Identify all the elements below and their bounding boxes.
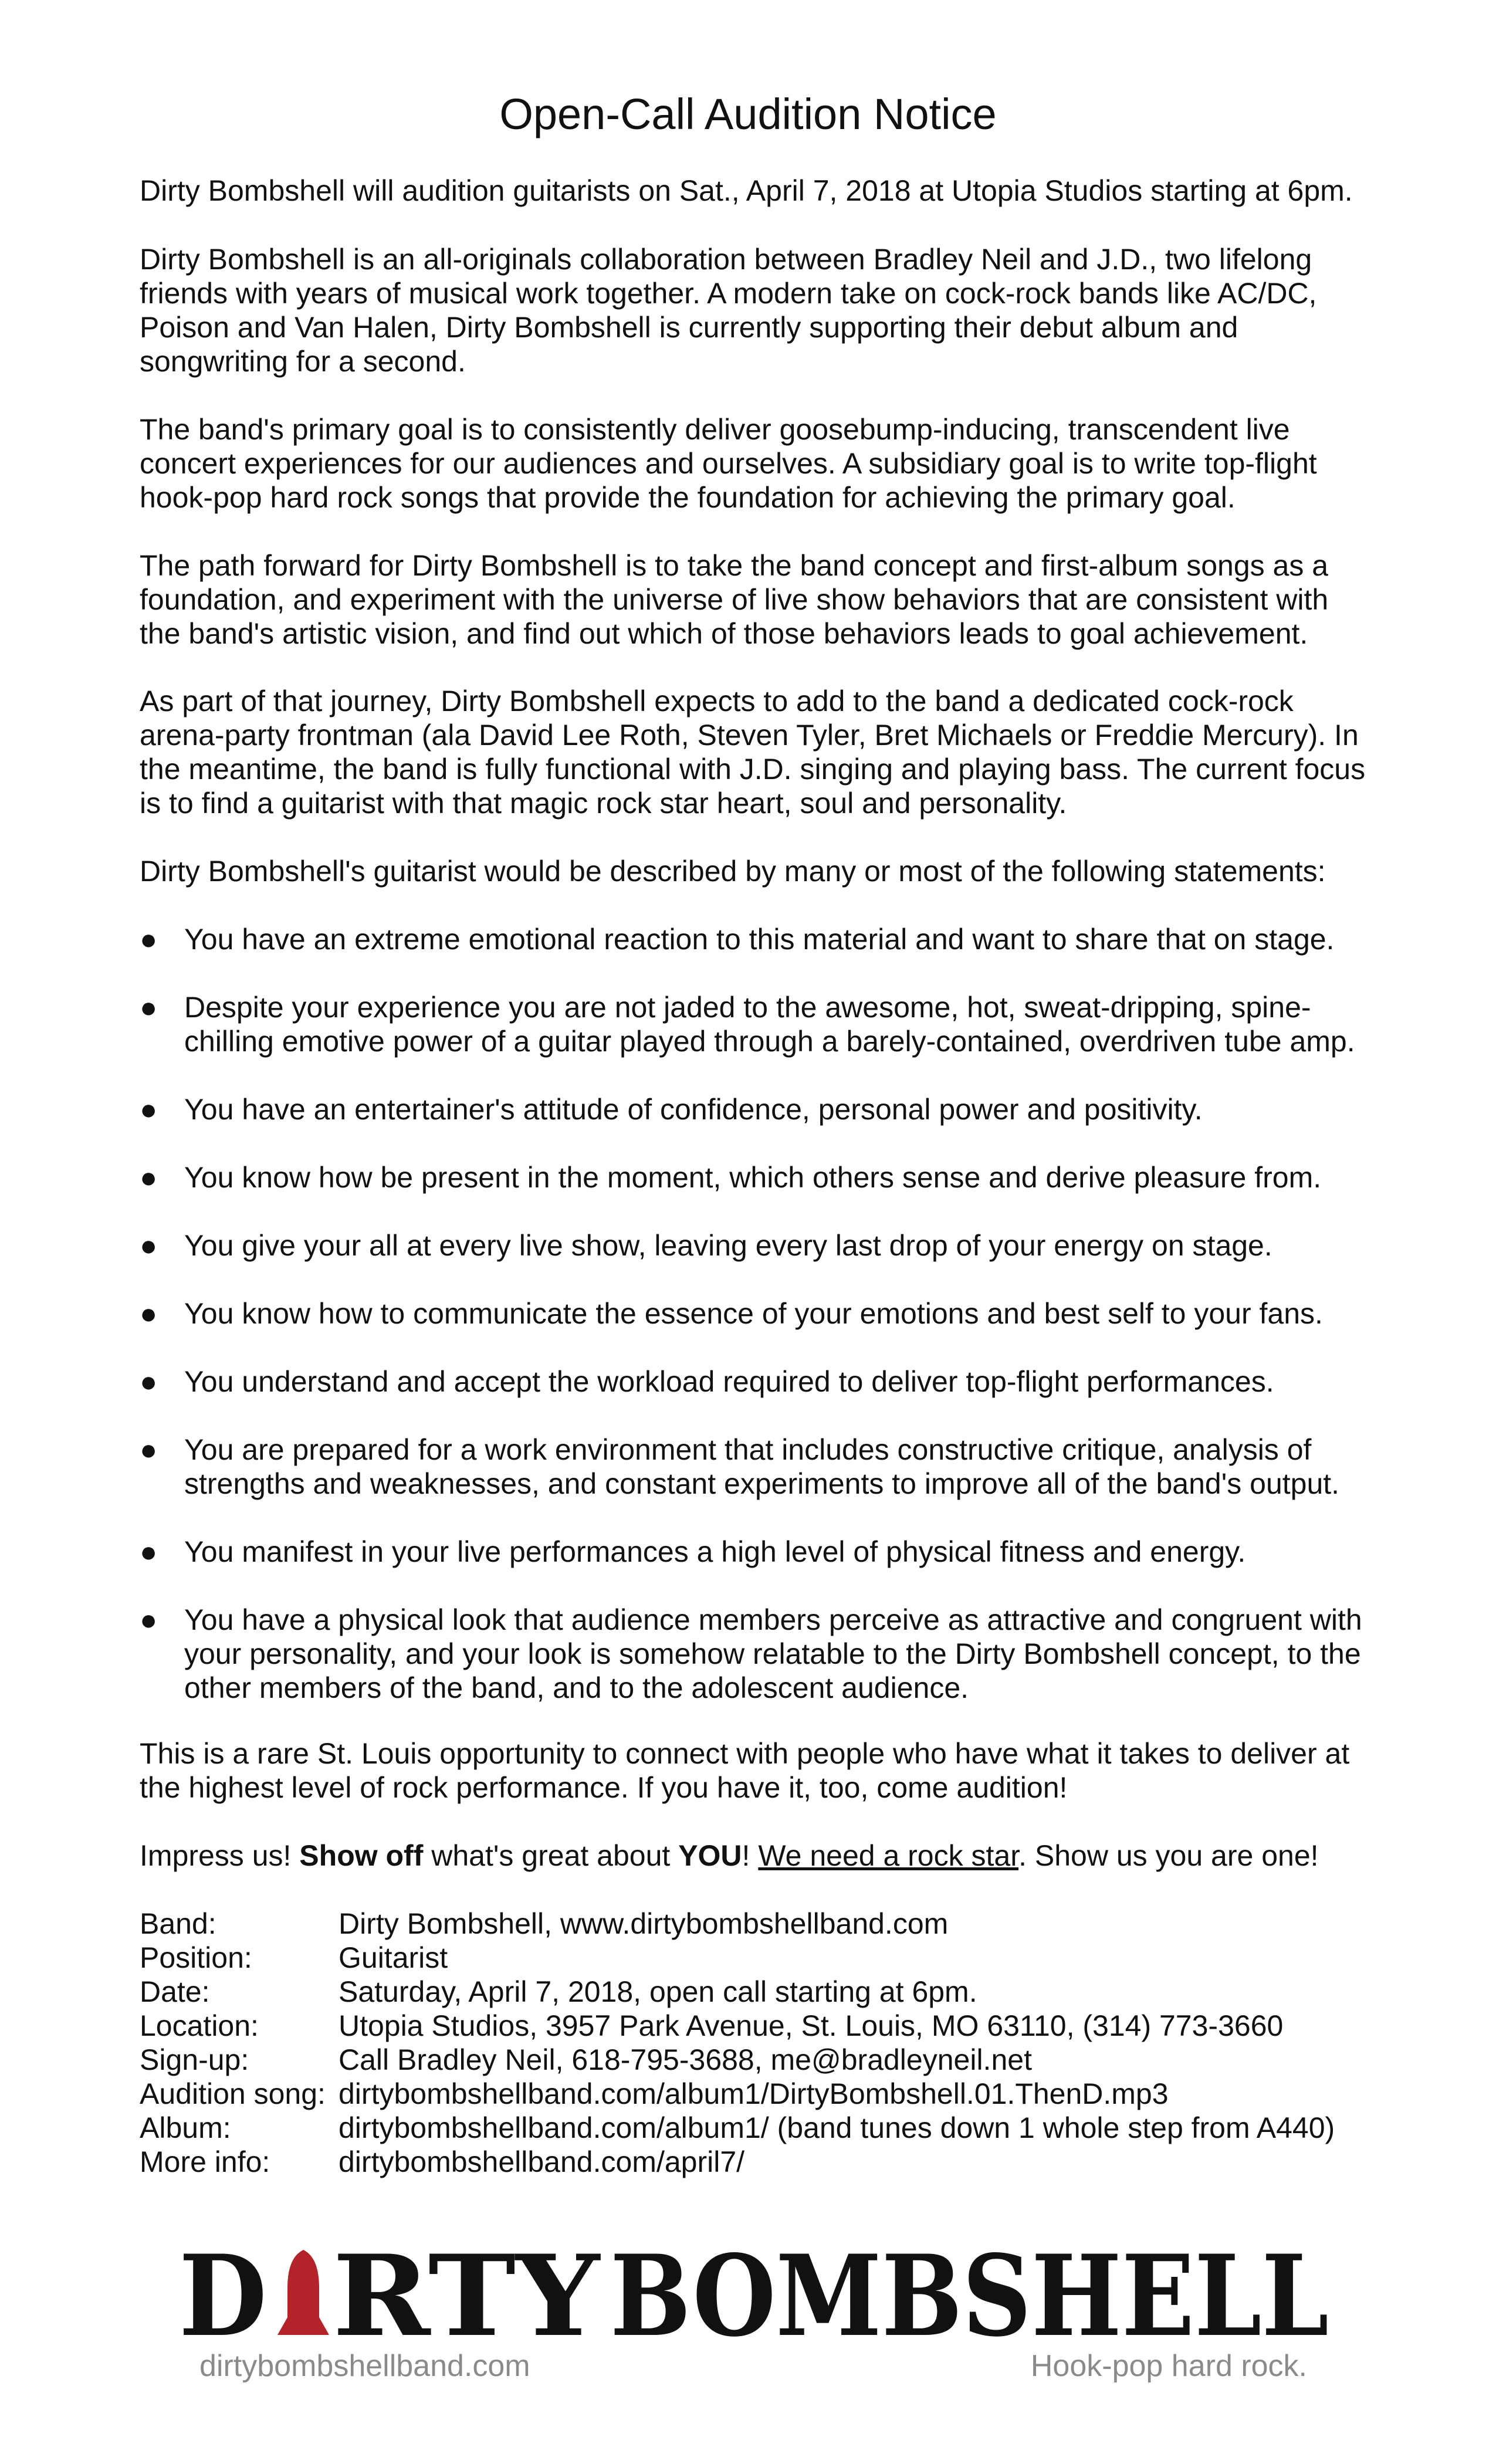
bullet-icon: ● [140, 1603, 158, 1636]
bullet-icon: ● [140, 1093, 158, 1126]
impress-text-1: Impress us! [140, 1839, 300, 1872]
detail-value: Saturday, April 7, 2018, open call starting at 6pm. [339, 1975, 977, 2008]
detail-label: Date: [140, 1975, 210, 2008]
list-item-text: You are prepared for a work environment that includes constructive critique, analysis of strengths and weaknesses, and constant experiments to improve all of the band's output. [184, 1433, 1340, 1500]
guitarist-statements-list [140, 922, 1366, 1739]
list-item [140, 1092, 1366, 1126]
list-item-text: You manifest in your live performances a high level of physical fitness and energy. [184, 1535, 1246, 1568]
audition-details-table [140, 1907, 1335, 2179]
list-item [140, 1365, 1366, 1399]
paragraph-path-forward: The path forward for Dirty Bombshell is to take the band concept and first-album songs as a foundation, and experiment with the universe of live show behaviors that are consistent with the band's artistic vision, and find out which of those behaviors leads to goal achievement. [140, 549, 1329, 650]
impress-bold-you: YOU [678, 1839, 742, 1872]
bullet-icon: ● [140, 1535, 158, 1568]
bullet-icon: ● [140, 1365, 158, 1398]
list-item-text: You have an extreme emotional reaction to this material and want to share that on stage. [184, 923, 1335, 956]
table-row [140, 2009, 1335, 2043]
list-item-text: You give your all at every live show, leaving every last drop of your energy on stage. [184, 1229, 1272, 1262]
detail-value: Guitarist [339, 1941, 448, 1974]
list-item-text: You know how to communicate the essence of your emotions and best self to your fans. [184, 1297, 1323, 1330]
logo-word-bombshell: BOMBSHELL [610, 2247, 1329, 2347]
detail-label: Position: [140, 1941, 252, 1974]
table-row [140, 1975, 1335, 2009]
paragraph-goals: The band's primary goal is to consistently deliver goosebump-inducing, transcendent live concert experiences for our audiences and ourselves. A subsidiary goal is to write top-flight hook-pop hard rock songs that provide the foundation for achieving the primary goal. [140, 413, 1317, 514]
table-row [140, 2077, 1335, 2111]
bullet-icon: ● [140, 923, 158, 956]
bullet-icon: ● [140, 991, 158, 1024]
bullet-icon: ● [140, 1297, 158, 1330]
list-item [140, 1228, 1366, 1263]
logo-letter-d: D [179, 2247, 267, 2347]
page-title: Open-Call Audition Notice [499, 90, 997, 138]
table-row [140, 1941, 1335, 1975]
detail-value: dirtybombshellband.com/album1/ (band tunes down 1 whole step from A440) [339, 2111, 1335, 2144]
detail-value: Call Bradley Neil, 618-795-3688, me@bradleyneil.net [339, 2043, 1032, 2076]
list-item [140, 1535, 1366, 1569]
detail-label: Sign-up: [140, 2043, 249, 2076]
detail-label: Audition song: [140, 2077, 326, 2110]
bomb-icon [277, 2250, 329, 2335]
dirty-bombshell-logo [179, 2247, 1329, 2347]
detail-value: Utopia Studios, 3957 Park Avenue, St. Louis, MO 63110, (314) 773-3660 [339, 2009, 1284, 2042]
list-item-text: You have an entertainer's attitude of confidence, personal power and positivity. [184, 1093, 1203, 1126]
list-item [140, 990, 1366, 1058]
table-row [140, 2111, 1335, 2145]
list-item-text: You have a physical look that audience members perceive as attractive and congruent with your personality, and your look is somehow relatable to the Dirty Bombshell concept, to the other members of the band, and to the adolescent audience. [184, 1603, 1362, 1704]
list-item-text: Despite your experience you are not jaded to the awesome, hot, sweat-dripping, spine-chilling emotive power of a guitar played through a barely-contained, overdriven tube amp. [184, 991, 1355, 1058]
list-item-text: You understand and accept the workload required to deliver top-flight performances. [184, 1365, 1274, 1398]
table-row [140, 2145, 1335, 2179]
detail-value: dirtybombshellband.com/album1/DirtyBombshell.01.ThenD.mp3 [339, 2077, 1169, 2110]
footer-tagline: Hook-pop hard rock. [1030, 2349, 1307, 2383]
detail-value: Dirty Bombshell, www.dirtybombshellband.com [339, 1907, 949, 1940]
paragraph-about: Dirty Bombshell is an all-originals collaboration between Bradley Neil and J.D., two lifelong friends with years of musical work together. A modern take on cock-rock bands like AC/DC, Poison and Van Halen, Dirty Bombshell is currently supporting their debut album and songwriting for a second. [140, 243, 1317, 378]
closing-paragraph: This is a rare St. Louis opportunity to connect with people who have what it takes to deliver at the highest level of rock performance. If you have it, too, come audition! [140, 1737, 1350, 1804]
list-item [140, 1433, 1366, 1501]
bullet-icon: ● [140, 1433, 158, 1466]
impress-paragraph [140, 1839, 1319, 1873]
detail-label: Album: [140, 2111, 231, 2144]
impress-bold-show-off: Show off [299, 1839, 424, 1872]
list-item [140, 1603, 1366, 1705]
table-row [140, 2043, 1335, 2077]
footer-website: dirtybombshellband.com [199, 2349, 530, 2383]
impress-text-4: . Show us you are one! [1018, 1839, 1319, 1872]
list-item [140, 1297, 1366, 1331]
detail-label: Band: [140, 1907, 216, 1940]
paragraph-statements-lead: Dirty Bombshell's guitarist would be described by many or most of the following statements: [140, 855, 1326, 888]
table-row [140, 1907, 1335, 1941]
list-item-text: You know how be present in the moment, which others sense and derive pleasure from. [184, 1161, 1322, 1194]
list-item [140, 922, 1366, 956]
detail-label: More info: [140, 2145, 270, 2178]
impress-text-3: ! [742, 1839, 759, 1872]
list-item [140, 1160, 1366, 1194]
detail-value: dirtybombshellband.com/april7/ [339, 2145, 745, 2178]
bullet-icon: ● [140, 1161, 158, 1194]
bullet-icon: ● [140, 1229, 158, 1262]
impress-underline-rock-star: We need a rock star [758, 1839, 1019, 1872]
impress-text-2: what's great about [423, 1839, 679, 1872]
paragraph-journey: As part of that journey, Dirty Bombshell expects to add to the band a dedicated cock-rock arena-party frontman (ala David Lee Roth, Steven Tyler, Bret Michaels or Freddie Mercury). In the meantime, the band is fully functional with J.D. singing and playing bass. The current focus is to find a guitarist with that magic rock star heart, soul and personality. [140, 685, 1366, 820]
intro-paragraph: Dirty Bombshell will audition guitarists on Sat., April 7, 2018 at Utopia Studios starting at 6pm. [140, 174, 1353, 207]
detail-label: Location: [140, 2009, 259, 2042]
logo-letters-rty: RTY [333, 2247, 601, 2347]
